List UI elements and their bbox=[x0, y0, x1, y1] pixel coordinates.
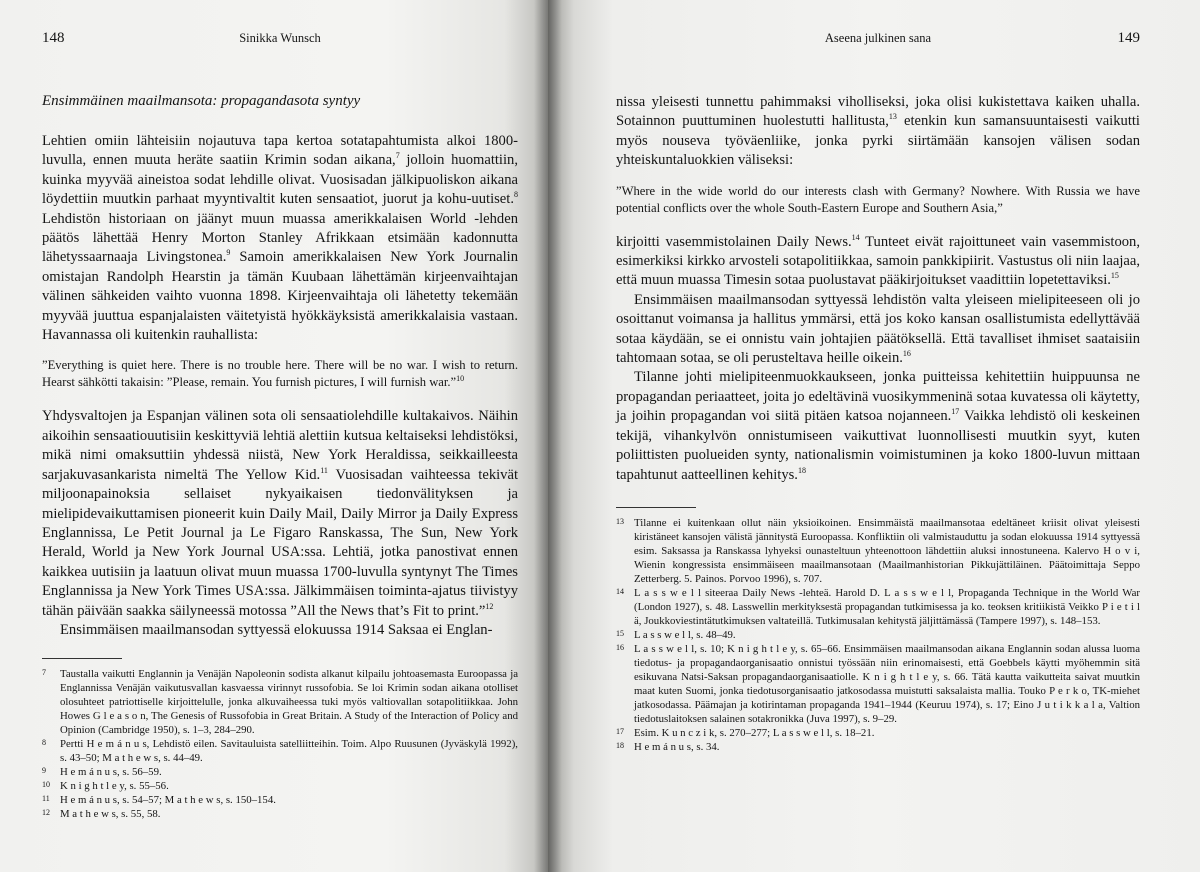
right-paragraph-4: Tilanne johti mielipiteenmuokkaukseen, jonka puitteissa kehitettiin huippuunsa ne propagandan periaatteet, joita jo edeltävinä vuosikymmeninä sotaa kuvatessa oli käytetty, ja joihin propagandan voi siitä pitäen katsoa nojanneen.$^{17}$ Vaikka lehdistö oli keskeinen tekijä, vihankylvön onnistumiseen vaikuttivat luonnollisesti muutkin syyt, kuten poliittisten puolueiden synty, nationalismin voimistuminen ja koko 1800-luvun mittaan tapahtunut aatteellinen kehitys.$^{18}$ bbox=[616, 369, 1140, 483]
footnote-rule bbox=[42, 658, 122, 659]
left-footnotes bbox=[42, 667, 518, 821]
footnote-ref: 17 bbox=[951, 407, 960, 417]
footnote: 12 M a t h e w s, s. 55, 58. bbox=[42, 808, 161, 821]
footnote: 7 Taustalla vaikutti Englannin ja Venäjän Napoleonin sodista alkanut kilpailu johtoasemasta Euroopassa ja Englannissa Venäjän vaikutusvallan kasvaessa virinnyt russofobia. Se loi Krimin sodan aikana otolliset olosuhteet patriottiselle kirjoittelulle, jonka alkuvaiheessa tuki myös valtiovallan sotapolitiikkaa. John Howes G l e a s o n, The Genesis of Russofobia in Great Britain. A Study of the Interaction of Policy and Opinion (Cambridge 1950), s. 1–3, 284–290. bbox=[42, 668, 518, 737]
left-block-quote: ”Everything is quiet here. There is no trouble here. There will be no war. I wish to return. Hearst sähkötti takaisin: ”Please, remain. You furnish pictures, I will furnish war.”$^{10}$ bbox=[42, 358, 518, 390]
footnote: 14 L a s s w e l l siteeraa Daily News -lehteä. Harold D. L a s s w e l l, Propaganda Technique in the World War (London 1927), s. 48. Lasswellin merkityksestä propagandan tutkimisessa ja ko. teoksen kritiikistä Veikko P i e t i l ä, Joukkoviestintätutkimuksen valtateillä. Tutkimusalan kehitystä jäljittämässä (Tampere 1997), s. 148–153. bbox=[616, 586, 1140, 627]
section-heading: Ensimmäinen maailmansota: propagandasota syntyy bbox=[42, 93, 361, 109]
footnote: 11 H e m á n u s, s. 54–57; M a t h e w s, s. 150–154. bbox=[42, 794, 276, 807]
footnote: 9 H e m á n u s, s. 56–59. bbox=[42, 766, 162, 779]
right-page-number: 149 bbox=[1117, 30, 1140, 46]
left-paragraph-3: Ensimmäisen maailmansodan syttyessä elokuussa 1914 Saksaa ei Englan- bbox=[60, 621, 493, 638]
left-running-head bbox=[42, 30, 518, 47]
footnote: 18 H e m á n u s, s. 34. bbox=[616, 740, 720, 753]
footnote: 16 L a s s w e l l, s. 10; K n i g h t l e y, s. 65–66. Ensimmäisen maailmansodan aikana Englannin sodan alussa luoma tiedotus- ja propagandaorganisaatio onnistui työssään niin erinomaisesti, että Goebbels käytti myöhemmin sitä esikuvana Natsi-Saksan propagandaorganisaatiolle. K n i g h t l e y, s. 66. Tätä kautta vaikutteita saivat muutkin maat kuten Suomi, jonka tiedotusorganisaatio jatkosodassa muistutti saksalaista mallia. Touko P e r k o, TK-miehet jatkosodassa. Päämajan ja kotirintaman propaganda 1941–1944 (Keuruu 1974), s. 17; Eino J u t i k k a l a, Valtion tiedotuslaitoksen salainen sotakronikka (Juva 1997), s. 9–29. bbox=[616, 642, 1140, 725]
footnote-ref: 12 bbox=[485, 601, 494, 611]
right-page bbox=[548, 0, 1200, 872]
footnote: 17 Esim. K u n c z i k, s. 270–277; L a s s w e l l, s. 18–21. bbox=[616, 726, 875, 739]
footnote-ref: 8 bbox=[514, 190, 518, 200]
right-paragraph-2: kirjoitti vasemmistolainen Daily News.$^{14}$ Tunteet eivät rajoittuneet vain vasemmistoon, esimerkiksi kirkko arvosteli sotapolitiikkaa, samoin pankkipiirit. Vastustus oli niin laajaa, että muun muassa Timesin sotaa puolustavat pääkirjoitukset vaadittiin lopetettaviksi.$^{15}$ bbox=[616, 232, 1140, 289]
footnote: 13 Tilanne ei kuitenkaan ollut näin yksioikoinen. Ensimmäistä maailmansotaa edeltäneet kriisit olivat yleisesti kiristäneet kansojen välistä jännitystä Euroopassa. Konfliktiin oli valmistauduttu ja sodan elokuussa 1914 syttyessä esim. Saksassa ja Ranskassa lyhyeksi ounasteltuun yhteenottoon lähdettiin aluksi innostuneena. Kalervo H o v i, Wienin kongressista ensimmäiseen maailmansotaan (Maailmanhistorian Pikkujättiläinen. Päätoimittaja Seppo Zetterberg. 5. Painos. Porvoo 1996), s. 707. bbox=[616, 516, 1140, 585]
footnote-ref: 14 bbox=[851, 232, 860, 242]
footnote-ref: 10 bbox=[456, 374, 465, 384]
left-running-head-author: Sinikka Wunsch bbox=[239, 31, 321, 45]
right-paragraph-3: Ensimmäisen maailmansodan syttyessä lehdistön valta yleiseen mielipiteeseen oli jo osoittanut voimansa ja hallitus ymmärsi, että jos koko kansan osallistumista edellyttävää sotaa käydään, se ei onnistu vain johtajien päätöksellä. Että tavalliset ihmiset saataisiin tahtomaan sotaa, se oli perusteltava heille oikein.$^{16}$ bbox=[616, 291, 1140, 367]
footnote-ref: 15 bbox=[1110, 271, 1119, 281]
footnote-rule bbox=[616, 507, 696, 508]
footnote: 15 L a s s w e l l, s. 48–49. bbox=[616, 628, 736, 641]
left-page-number: 148 bbox=[42, 30, 65, 46]
left-page bbox=[0, 0, 548, 872]
right-paragraph-1: nissa yleisesti tunnettu pahimmaksi viholliseksi, joka olisi kukistettava kaiken uhalla. Sotainnon puuttuminen huolestutti hallitusta,$^{13}$ etenkin kun samansuuntaisesti vaikutti myös nouseva työväenliike, jonka pyrki siirtämään kansojen välisen sodan yhteiskuntaluokkien väliseksi: bbox=[616, 94, 1140, 169]
footnote: 8 Pertti H e m á n u s, Lehdistö eilen. Savitauluista satelliitteihin. Toim. Alpo Ruusunen (Jyväskylä 1992), s. 43–50; M a t h e w s, s. 44–49. bbox=[42, 738, 518, 765]
footnote-ref: 16 bbox=[902, 349, 911, 359]
left-paragraph-1: Lehtien omiin lähteisiin nojautuva tapa kertoa sotatapahtumista alkoi 1800-luvulla, ennen muuta heräte saatiin Krimin sodan aikana,$^7$ jolloin huomattiin, kuinka myyvää aineistoa sodat lehdille olivat. Vuosisadan jälkipuoliskon aikana löydettiin muutkin parhaat myyntivaltit kuten sensaatiot, juorut ja kohu-uutiset.$^8$ Lehdistön historiaan on jäänyt muun muassa amerikkalaisen World -lehden päätös lähettää Henry Morton Stanley Afrikkaan etsimään kadonnutta lähetyssaarnaaja Livingstonea.$^9$ Samoin amerikkalaisen New York Journalin omistajan Randolph Hearstin ja tämän Kuubaan lähettämän kirjeenvaihtajan välinen sähkeiden vaihto vuonna 1898. Kirjeenvaihtaja oli lähetetty tekemään myyvää juuttua espanjalaisten väitetyistä hyökkäyksistä amerikkalaisia vastaan. Havannassa oli kuitenkin rauhallista: bbox=[42, 133, 518, 344]
right-block-quote: ”Where in the wide world do our interests clash with Germany? Nowhere. With Russia we have potential conflicts over the whole South-Eastern Europe and Southern Asia,” bbox=[616, 183, 1140, 215]
left-paragraph-2: Yhdysvaltojen ja Espanjan välinen sota oli sensaatiolehdille kultakaivos. Näihin aikoihin sensaatiouutisiin keskittyviä lehtiä alettiin kutsua keltaiseksi lehdistöksi, mikä nimi omaksuttiin yhdessä niistä, New York Heraldissa, seikkailleesta sarjakuvasankarista nimeltä The Yellow Kid.$^{11}$ Vuosisadan vaihteessa tekivät miljoonapainoksia sellaiset nykyaikaisen tiedonvälityksen ja mielipidevaikuttamisen pioneerit kuin Daily Mail, Daily Mirror ja Daily Express Englannissa, Le Petit Journal ja Le Figaro Ranskassa, The Sun, New York Herald, World ja New York Journal USA:ssa. Lehtiä, jotka panostivat ennen kaikkea uutisiin ja laatuun olivat muun muassa 1700-luvulla syntynyt The Times Englannissa ja New York Times USA:ssa. Jälkimmäisen toiminta-ajatus tiivistyy tähän päivään saakka säilyneessä motossa ”All the News that’s Fit to print.”$^{12}$ bbox=[42, 408, 518, 619]
right-running-head bbox=[616, 30, 1140, 47]
footnote: 10 K n i g h t l e y, s. 55–56. bbox=[42, 780, 169, 793]
footnote-ref: 13 bbox=[888, 112, 897, 122]
footnote-ref: 9 bbox=[226, 248, 231, 258]
book-gutter bbox=[534, 0, 562, 872]
footnote-ref: 7 bbox=[395, 151, 400, 161]
footnote-ref: 18 bbox=[797, 465, 806, 475]
right-footnotes bbox=[616, 516, 1140, 754]
footnote-ref: 11 bbox=[320, 465, 328, 475]
right-running-head-title: Aseena julkinen sana bbox=[824, 31, 932, 45]
